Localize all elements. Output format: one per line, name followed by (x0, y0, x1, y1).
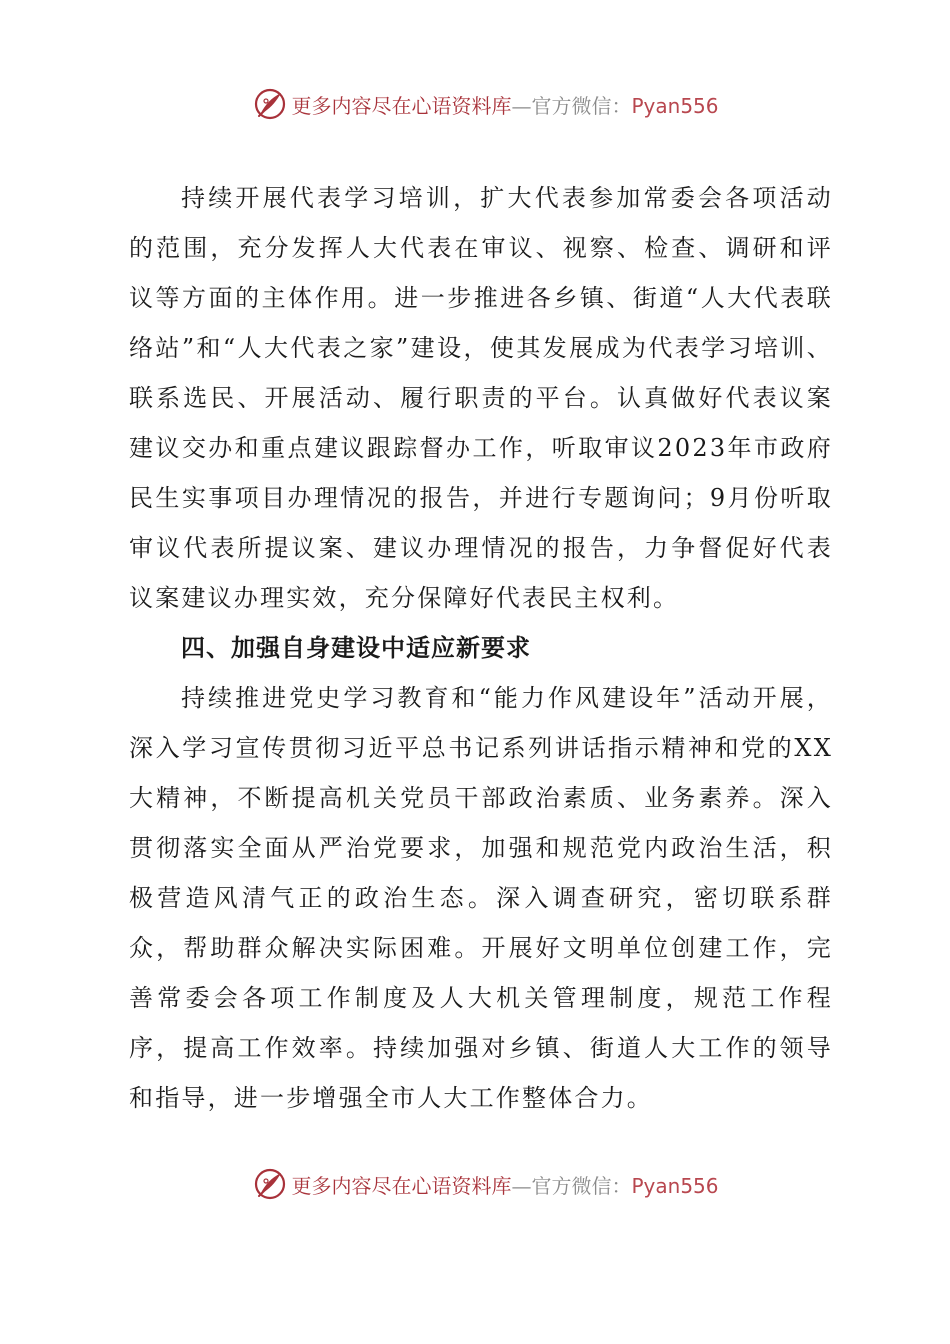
watermark-wechat-label: 官方微信： (531, 1173, 632, 1198)
watermark-text (291, 1170, 718, 1199)
header-watermark (0, 82, 950, 126)
watermark-dash: — (511, 1173, 532, 1198)
watermark-dash: — (511, 93, 532, 118)
watermark-site-text: 更多内容尽在心语资料库 (291, 1173, 512, 1198)
footer-watermark (0, 1162, 950, 1206)
watermark-wechat-label: 官方微信： (531, 93, 632, 118)
watermark-wechat-id: Pyan556 (631, 93, 719, 118)
section-heading: 四、加强自身建设中适应新要求 (181, 634, 531, 662)
header-watermark-inner (253, 87, 718, 121)
watermark-text (291, 90, 718, 119)
footer-watermark-inner (253, 1167, 718, 1201)
paragraph-self-construction: 持续推进党史学习教育和“能力作风建设年”活动开展，深入学习宣传贯彻习近平总书记系列讲话指示精神和党的XX大精神，不断提高机关党员干部政治素质、业务素养。深入贯彻落实全面从严治党要求，加强和规范党内政治生活，积极营造风清气正的政治生态。深入调查研究，密切联系群众，帮助群众解决实际困难。开展好文明单位创建工作，完善常委会各项工作制度及人大机关管理制度，规范工作程序，提高工作效率。持续加强对乡镇、街道人大工作的领导和指导，进一步增强全市人大工作整体合力。 (129, 684, 833, 1112)
quill-pen-logo-icon (253, 87, 287, 121)
watermark-site-text: 更多内容尽在心语资料库 (291, 93, 512, 118)
quill-pen-logo-icon (253, 1167, 287, 1201)
document-body (129, 173, 833, 1123)
watermark-wechat-id: Pyan556 (631, 1173, 719, 1198)
paragraph-representative-training: 持续开展代表学习培训，扩大代表参加常委会各项活动的范围，充分发挥人大代表在审议、视察、检查、调研和评议等方面的主体作用。进一步推进各乡镇、街道“人大代表联络站”和“人大代表之家”建设，使其发展成为代表学习培训、联系选民、开展活动、履行职责的平台。认真做好代表议案建议交办和重点建议跟踪督办工作，听取审议2023年市政府民生实事项目办理情况的报告，并进行专题询问；9月份听取审议代表所提议案、建议办理情况的报告，力争督促好代表议案建议办理实效，充分保障好代表民主权利。 (129, 184, 833, 612)
